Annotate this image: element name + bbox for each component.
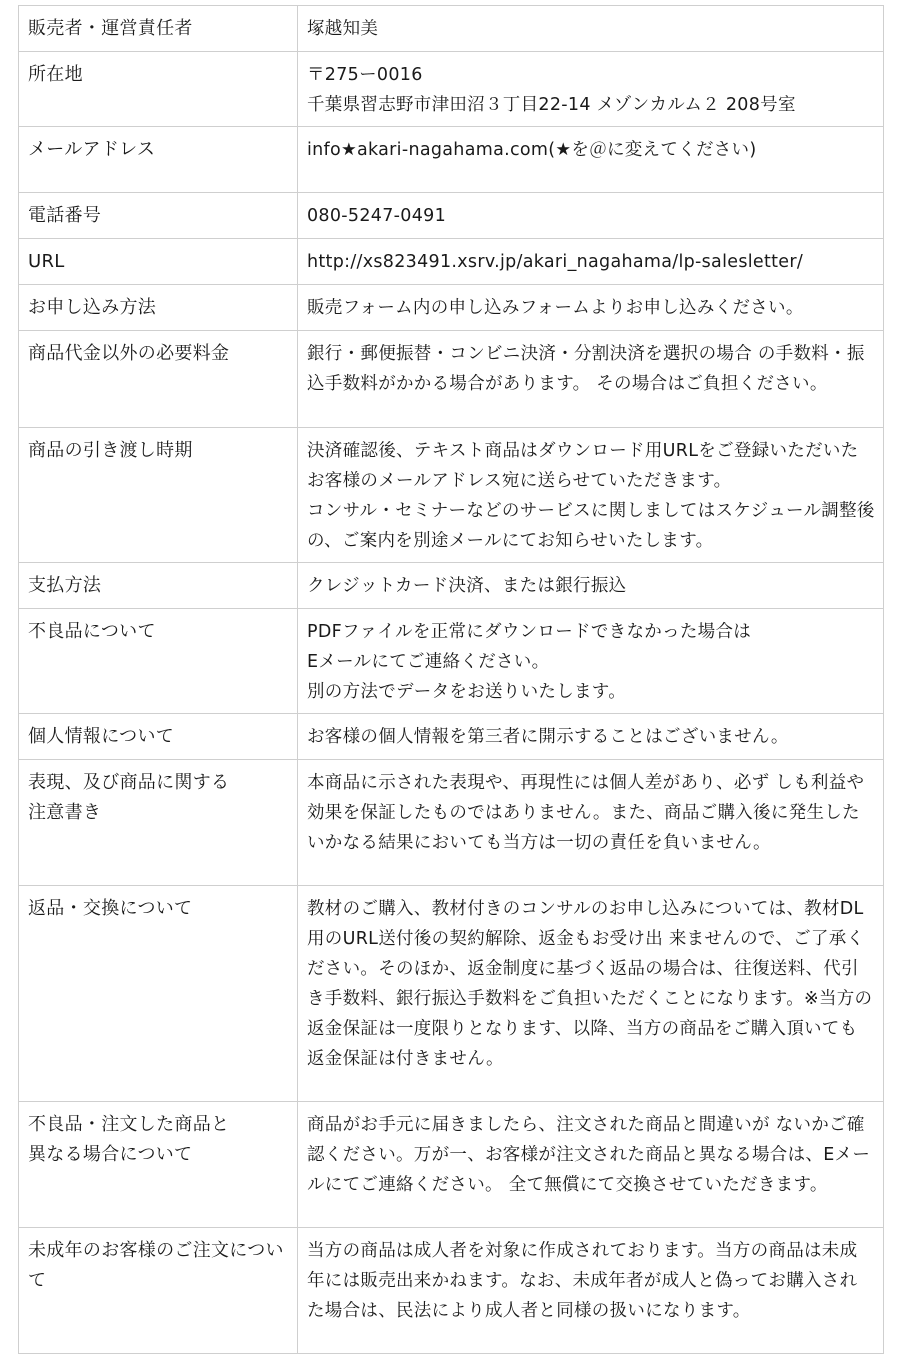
row-value: 商品がお手元に届きましたら、注文された商品と間違いが ないかご確認ください。万が一、お客様が注文された商品と異なる場合は、Eメールにてご連絡ください。 全て無償にて交換させていただきます。 — [298, 1102, 884, 1228]
table-row — [19, 760, 884, 886]
row-value: お客様の個人情報を第三者に開示することはございません。 — [298, 714, 884, 760]
row-label: URL — [19, 239, 298, 285]
row-label: 販売者・運営責任者 — [19, 6, 298, 52]
table-row — [19, 127, 884, 193]
row-label: 商品の引き渡し時期 — [19, 428, 298, 563]
row-label: 返品・交換について — [19, 886, 298, 1102]
row-value: info★akari-nagahama.com(★を＠に変えてください) — [298, 127, 884, 193]
row-value: クレジットカード決済、または銀行振込 — [298, 563, 884, 609]
row-value: 塚越知美 — [298, 6, 884, 52]
row-value: PDFファイルを正常にダウンロードできなかった場合は Eメールにてご連絡ください。 別の方法でデータをお送りいたします。 — [298, 609, 884, 714]
row-value: http://xs823491.xsrv.jp/akari_nagahama/lp-salesletter/ — [298, 239, 884, 285]
row-label: 個人情報について — [19, 714, 298, 760]
table-row — [19, 239, 884, 285]
table-row — [19, 6, 884, 52]
row-value: 教材のご購入、教材付きのコンサルのお申し込みについては、教材DL用のURL送付後の契約解除、返金もお受け出 来ませんので、ご了承ください。そのほか、返金制度に基づく返品の場合は、往復送料、代引き手数料、銀行振込手数料をご負担いただくことになります。※当方の返金保証は一度限りとなります、以降、当方の商品をご購入頂いても返金保証は付きません。 — [298, 886, 884, 1102]
row-label: 商品代金以外の必要料金 — [19, 331, 298, 428]
table-row — [19, 428, 884, 563]
table-row — [19, 714, 884, 760]
table-row — [19, 1228, 884, 1354]
table-row — [19, 609, 884, 714]
row-value: 販売フォーム内の申し込みフォームよりお申し込みください。 — [298, 285, 884, 331]
row-label: 電話番号 — [19, 193, 298, 239]
row-label: メールアドレス — [19, 127, 298, 193]
table-row — [19, 886, 884, 1102]
row-label: 未成年のお客様のご注文について — [19, 1228, 298, 1354]
row-label: 所在地 — [19, 52, 298, 127]
table-row — [19, 563, 884, 609]
table-row — [19, 1102, 884, 1228]
row-value: 080-5247-0491 — [298, 193, 884, 239]
row-label: 支払方法 — [19, 563, 298, 609]
table-row — [19, 193, 884, 239]
row-label: お申し込み方法 — [19, 285, 298, 331]
row-label: 不良品について — [19, 609, 298, 714]
row-value: 本商品に示された表現や、再現性には個人差があり、必ず しも利益や効果を保証したものではありません。また、商品ご購入後に発生したいかなる結果においても当方は一切の責任を負いません。 — [298, 760, 884, 886]
row-label: 表現、及び商品に関する 注意書き — [19, 760, 298, 886]
legal-notice-table — [18, 5, 884, 1354]
row-value: 決済確認後、テキスト商品はダウンロード用URLをご登録いただいたお客様のメールアドレス宛に送らせていただきます。 コンサル・セミナーなどのサービスに関しましてはスケジュール調整後の、ご案内を別途メールにてお知らせいたします。 — [298, 428, 884, 563]
table-row — [19, 285, 884, 331]
row-label: 不良品・注文した商品と 異なる場合について — [19, 1102, 298, 1228]
row-value: 銀行・郵便振替・コンビニ決済・分割決済を選択の場合 の手数料・振込手数料がかかる場合があります。 その場合はご負担ください。 — [298, 331, 884, 428]
table-row — [19, 331, 884, 428]
row-value: 当方の商品は成人者を対象に作成されております。当方の商品は未成年には販売出来かねます。なお、未成年者が成人と偽ってお購入された場合は、民法により成人者と同様の扱いになります。 — [298, 1228, 884, 1354]
table-row — [19, 52, 884, 127]
row-value: 〒275ー0016 千葉県習志野市津田沼３丁目22-14 メゾンカルム２ 208号室 — [298, 52, 884, 127]
